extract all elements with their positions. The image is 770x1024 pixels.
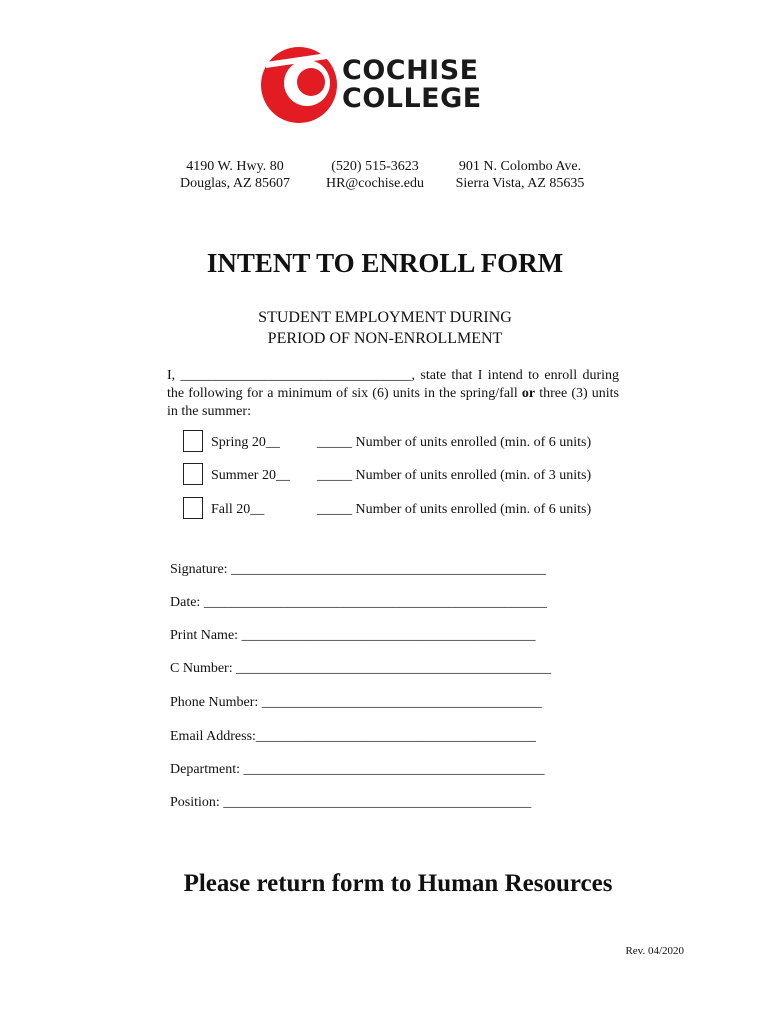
return-instruction: Please return form to Human Resources xyxy=(183,870,613,897)
signature-field[interactable]: Signature: _____________________________________________ xyxy=(170,562,547,577)
summer-units-field[interactable]: _____ Number of units enrolled (min. of 3 units) xyxy=(317,468,592,483)
address-douglas: 4190 W. Hwy. 80 Douglas, AZ 85607 xyxy=(179,159,291,191)
summer-checkbox[interactable] xyxy=(183,463,203,485)
logo-line-2: COLLEGE xyxy=(342,83,482,114)
revision-date: Rev. 04/2020 xyxy=(625,945,684,957)
contact-hr: (520) 515-3623 HR@cochise.edu xyxy=(310,158,440,192)
date-field[interactable]: Date: _________________________________________________ xyxy=(170,595,547,610)
college-logo xyxy=(258,44,508,126)
hr-email-link[interactable]: HR@cochise.edu xyxy=(325,176,425,191)
print-name-field[interactable]: Print Name: __________________________________________ xyxy=(170,628,536,643)
form-subtitle: STUDENT EMPLOYMENT DURING PERIOD OF NON-ENROLLMENT xyxy=(258,309,512,347)
email-address-field[interactable]: Email Address:________________________________________ xyxy=(170,729,536,744)
fall-units-field[interactable]: _____ Number of units enrolled (min. of 6 units) xyxy=(317,502,592,517)
spring-label: Spring 20__ xyxy=(211,435,280,450)
position-field[interactable]: Position: ____________________________________________ xyxy=(170,795,532,810)
summer-label: Summer 20__ xyxy=(211,468,290,483)
form-title: INTENT TO ENROLL FORM xyxy=(206,248,564,278)
spring-units-field[interactable]: _____ Number of units enrolled (min. of 6 units) xyxy=(317,435,592,450)
phone-number-field[interactable]: Phone Number: ________________________________________ xyxy=(170,695,542,710)
fall-checkbox[interactable] xyxy=(183,497,203,519)
logo-line-1: COCHISE xyxy=(342,55,479,86)
fall-label: Fall 20__ xyxy=(211,502,265,517)
c-number-field[interactable]: C Number: _____________________________________________ xyxy=(170,661,552,676)
intent-statement: I, _________________________________, state that I intend to enroll during the following for a minimum of six (6) units in the spring/fall or three (3) units in the summer: xyxy=(167,368,619,419)
logo-mark-icon xyxy=(258,44,342,126)
department-field[interactable]: Department: ___________________________________________ xyxy=(170,762,545,777)
address-sierra-vista: 901 N. Colombo Ave. Sierra Vista, AZ 85635 xyxy=(455,159,585,191)
spring-checkbox[interactable] xyxy=(183,430,203,452)
